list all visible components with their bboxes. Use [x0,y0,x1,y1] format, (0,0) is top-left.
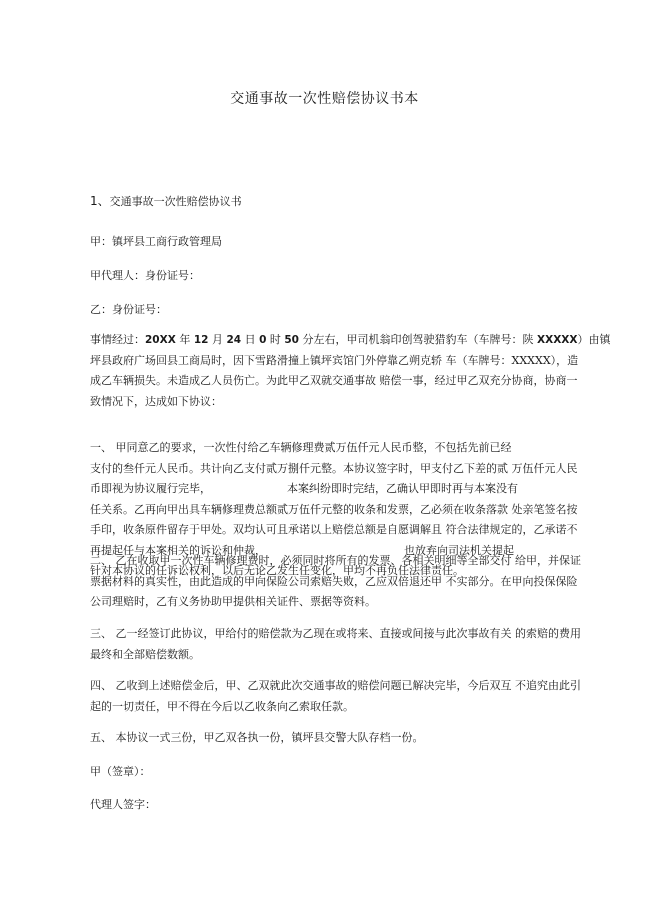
facts-plate: XXXXX [537,334,578,346]
clause-1-line-2: 支付的叁仟元人民币。共计向乙支付贰万捌仟元整。本协议签字时，甲支付乙下差的贰 万伍仟元人民 [90,461,578,475]
facts-year-unit: 年 [179,333,191,346]
facts-line-1 [90,330,611,351]
clause-1-line-3 [90,479,560,500]
party-a-agent-line: 甲代理人：身份证号： [90,269,200,282]
party-a-line: 甲：镇坪县工商行政管理局 [90,235,222,248]
clause-3-line-2: 最终和全部赔偿数额。 [90,647,200,661]
section-heading [90,192,242,209]
facts-line-2: 坪县政府广场回县工商局时，因下雪路滑撞上镇坪宾馆门外停靠乙朔克轿 车（车牌号：XXXXX），造 [90,353,579,367]
clause-1-line-6-b: 也放弃向司法机关提起 [404,543,514,557]
clause-4-line-2: 起的一切责任，甲不得在今后以乙收条向乙索取任款。 [90,699,354,713]
clause-4 [90,676,581,717]
facts-label: 事情经过： [90,333,145,346]
party-b-line: 乙：身份证号： [90,303,167,316]
section-number: 1、 [90,194,110,208]
clause-1-line-1: 一、 甲同意乙的要求，一次性付给乙车辆修理费贰万伍仟元人民币整，不包括先前已经 [90,441,512,454]
clause-1-line-3-b: 本案纠纷即时完结，乙确认甲即时再与本案没有 [287,482,518,495]
document-title: 交通事故一次性赔偿协议书本 [230,91,419,107]
facts-day: 24 [226,334,242,346]
clause-1-line-7: 针对本协议的任诉讼权利，以后无论乙发生任变化，甲均不再负任法律责任。 [90,564,464,577]
facts-day-unit: 日 [244,333,256,346]
clause-1-line-6-a: 再提起任与本案相关的诉讼和仲裁， [90,543,266,557]
clause-4-line-1: 四、 乙收到上述赔偿金后，甲、乙双就此次交通事故的赔偿问题已解决完毕，今后双互 不追究由此引 [90,679,581,692]
clause-2-line-1: 二、 乙在收取甲一次性车辆修理费时，必须同时将所有的发票、各相关明细等全部交付 给甲，并保证 [90,554,581,567]
facts-text-b: ）由镇 [577,333,611,346]
clause-2-line-3: 公司理赔时，乙有义务协助甲提供相关证件、票据等资料。 [90,595,376,608]
clause-1-line-3-a: 币即视为协议履行完毕， [90,482,211,495]
facts-month: 12 [193,334,209,346]
signature-party-a: 甲（签章）： [90,765,151,778]
facts-year: 20XX [145,334,176,346]
clause-3 [90,624,581,665]
facts-line-4: 致情况下，达成如下协议： [90,394,222,408]
signature-agent: 代理人签字： [90,798,156,811]
section-title: 交通事故一次性赔偿协议书 [109,195,242,208]
facts-line-3: 成乙车辆损失。未造成乙人员伤亡。为此甲乙双就交通事故 赔偿一事，经过甲乙双充分协商，协商一 [90,374,578,387]
clause-5: 五、 本协议一式三份，甲乙双各执一份，镇坪县交警大队存档一份。 [90,731,424,744]
clause-1-line-5: 手印，收条原件留存于甲处。双均认可且承诺以上赔偿总额是自愿调解且 符合法律规定的，乙承诺不 [90,523,578,536]
facts-paragraph [90,330,611,412]
facts-text-a: 分左右，甲司机翁印创驾驶猎豹车（车牌号：陕 [302,333,534,346]
facts-minute: 50 [284,334,299,346]
facts-month-unit: 月 [211,333,223,346]
clause-2 [90,551,581,613]
clause-2-line-2: 票据材料的真实性，由此造成的甲向保险公司索赔失败，乙应双倍退还甲 不实部分。在甲向投保保险 [90,574,578,588]
clause-1-line-4: 任关系。乙再向甲出具车辆修理费总额贰万伍仟元整的收条和发票，乙必须在收条落款 处亲笔签名按 [90,502,578,516]
facts-hour: 0 [259,334,267,346]
facts-hour-unit: 时 [269,333,281,346]
clause-3-line-1: 三、 乙一经签订此协议，甲给付的赔偿款为乙现在或将来、直接或间接与此次事故有关 的索赔的费用 [90,627,581,640]
